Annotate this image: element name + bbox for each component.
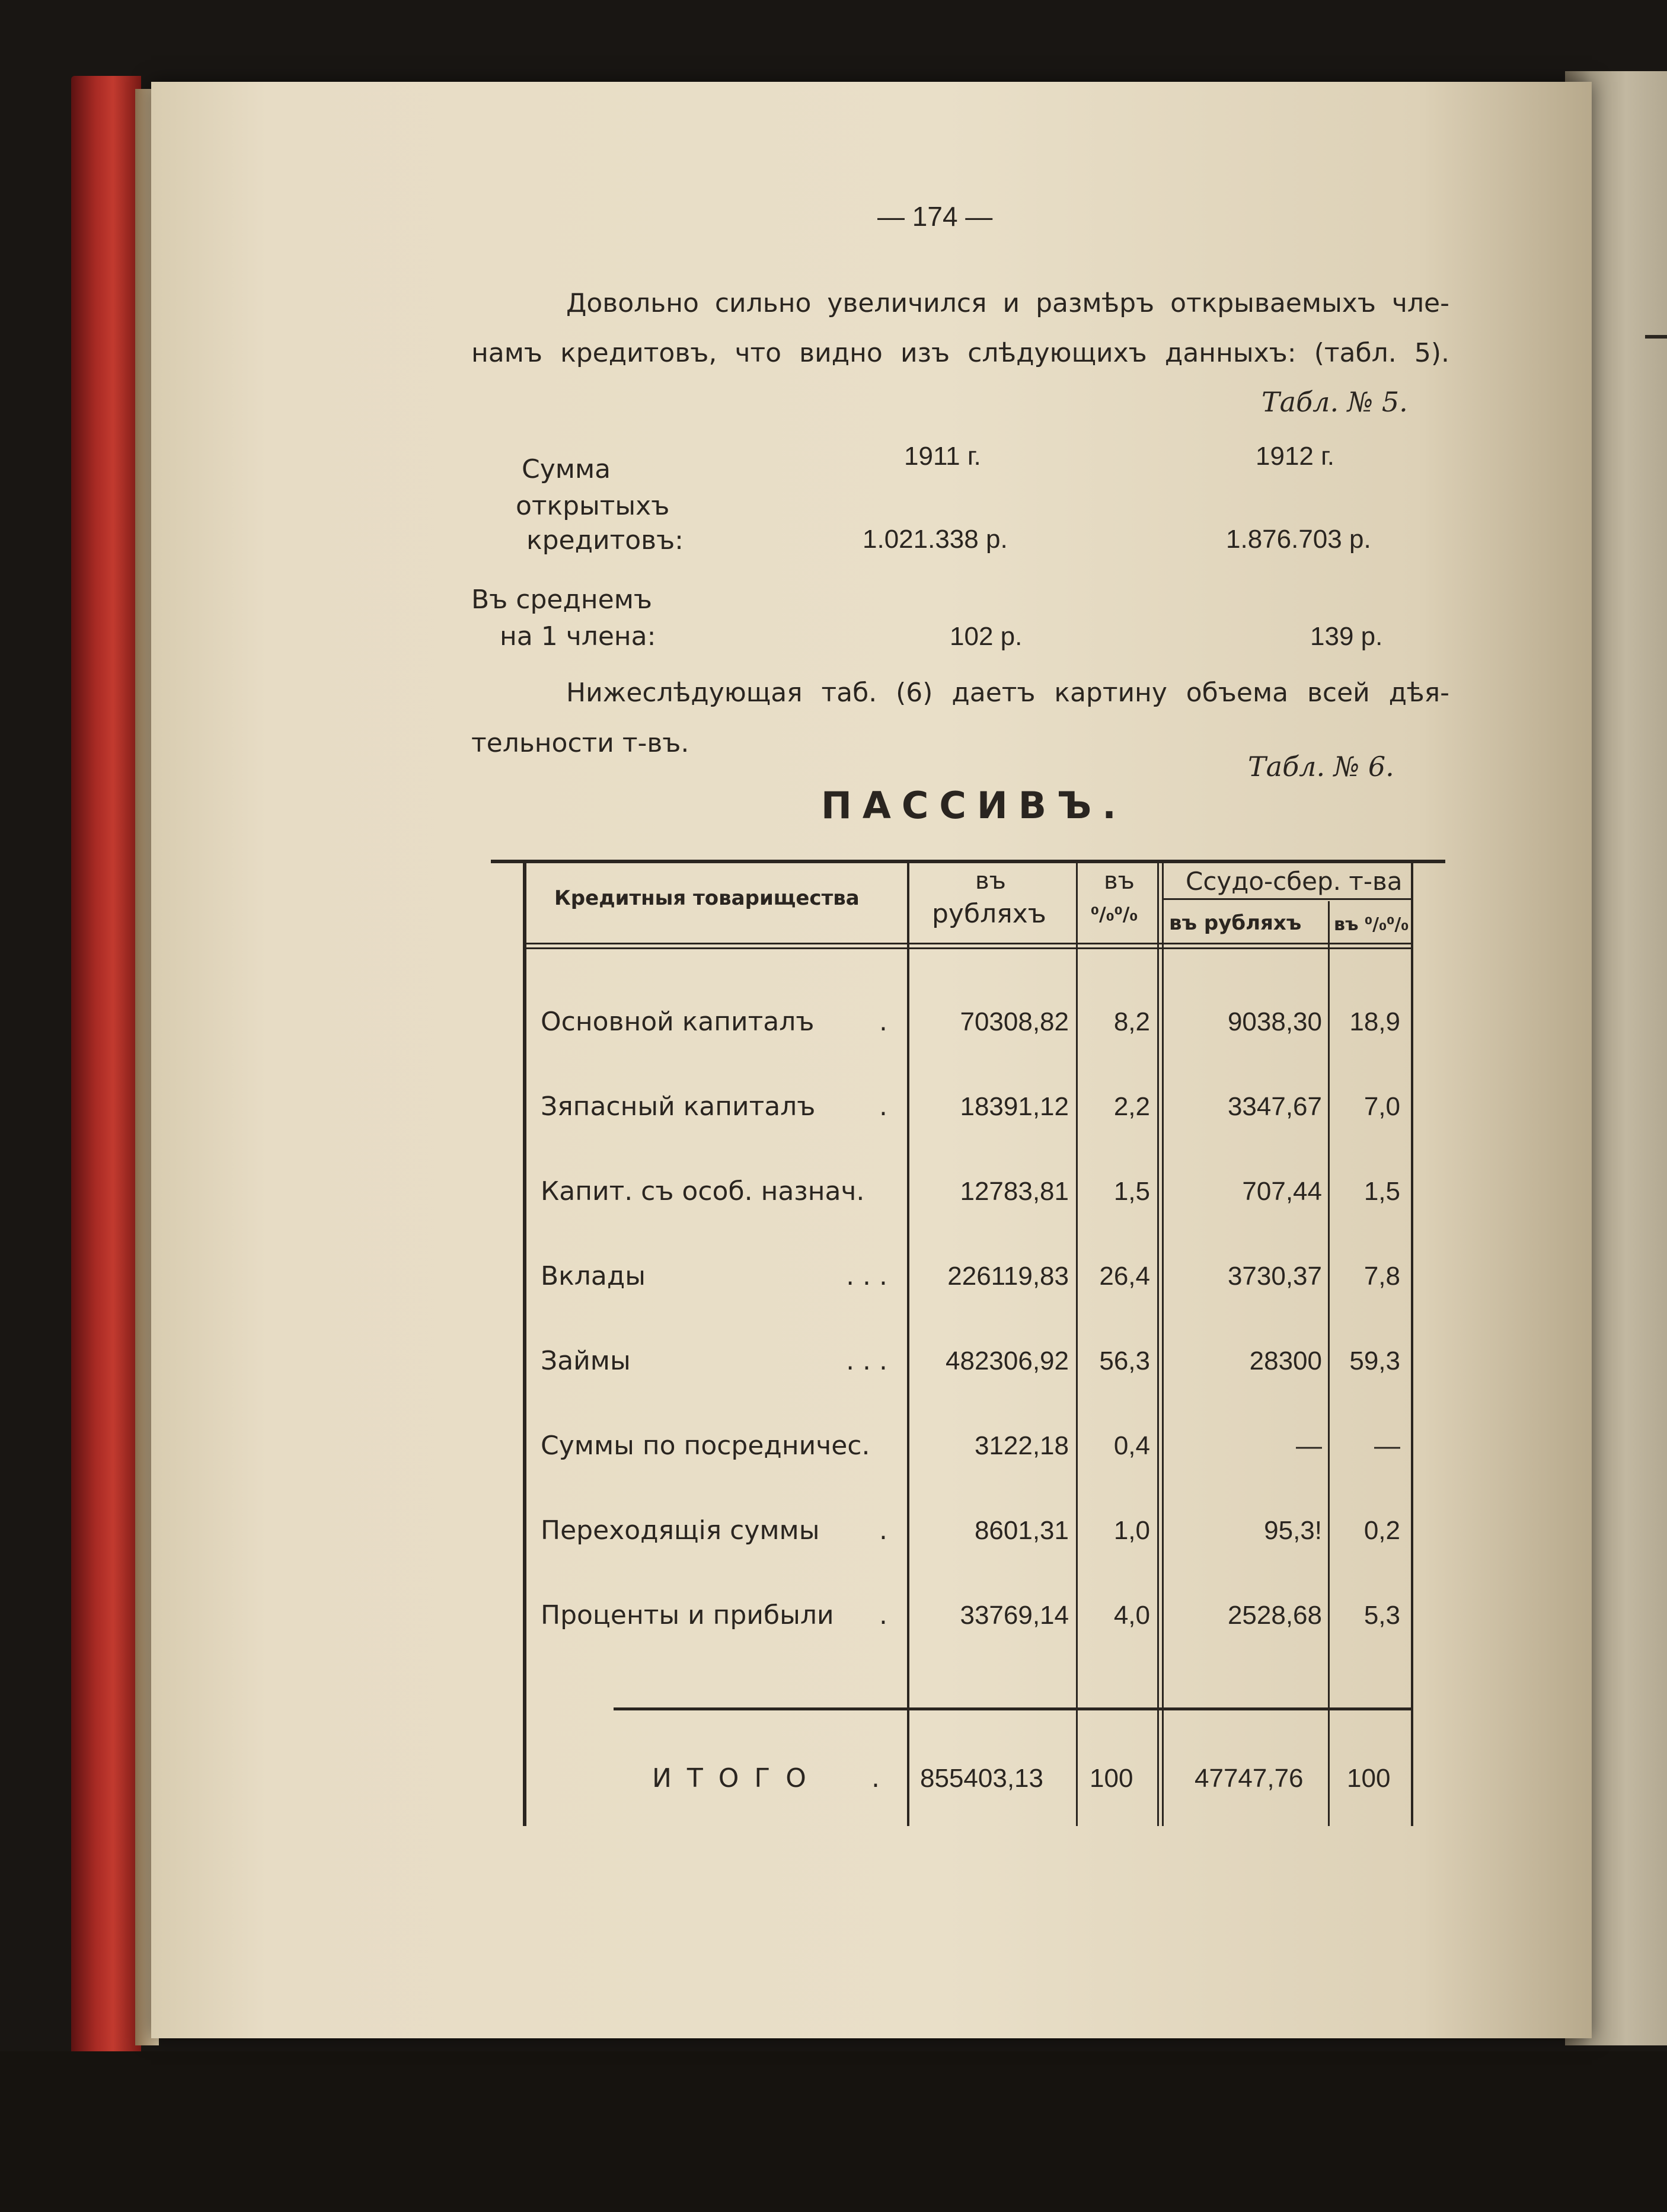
row-label: Зяпасный капиталъ [541,1091,816,1122]
table5-label: Табл. № 5. [1262,386,1408,418]
table5-row2-1912: 139 р. [1310,622,1383,651]
background-shadow [0,2051,1667,2212]
row-rub-2: — [1296,1431,1322,1460]
total-rub-2: 47747,76 [1195,1764,1304,1793]
row-dots: . [879,1515,887,1546]
header-rub-a: въ [975,867,1006,895]
row-pct-2: 0,2 [1363,1516,1400,1545]
mid-line-2: тельности т-въ. [471,728,689,758]
table-col-rule-2 [1076,861,1078,1826]
header-pct-b: ⁰/₀⁰/₀ [1091,903,1138,925]
intro-line-1: Довольно сильно увеличился и размѣръ открываемыхъ чле- [566,288,1449,318]
table5-row2-1911: 102 р. [950,622,1023,651]
row-rub-2: 28300 [1249,1346,1322,1375]
table5-row2-label-a: Въ среднемъ [471,585,652,615]
total-pct: 100 [1090,1764,1133,1793]
table-col-rule-3a [1157,861,1159,1826]
header-pct-a: въ [1104,867,1135,895]
row-rub: 33769,14 [960,1601,1069,1630]
row-label: Суммы по посредничес. [541,1431,870,1461]
row-rub: 482306,92 [946,1346,1069,1375]
table5-row1-1912: 1.876.703 р. [1226,525,1371,554]
row-pct-2: 1,5 [1363,1177,1400,1206]
row-pct: 26,4 [1099,1262,1150,1291]
header-rub-b: рубляхъ [932,899,1046,929]
header-pct-2: въ ⁰/₀⁰/₀ [1334,914,1409,935]
row-label: Вклады [541,1261,646,1291]
row-dots: . [879,1600,887,1630]
row-rub-2: 9038,30 [1227,1007,1322,1036]
total-rub: 855403,13 [920,1764,1043,1793]
row-label: Займы [541,1346,631,1376]
row-rub: 18391,12 [960,1092,1069,1121]
row-rub-2: 3347,67 [1227,1092,1322,1121]
row-rub-2: 95,3! [1264,1516,1322,1545]
table6-title: ПАССИВЪ. [821,784,1127,827]
total-label: ИТОГО [652,1763,822,1793]
facing-page-mark [1645,335,1667,339]
row-pct-2: — [1374,1431,1400,1460]
intro-line-2: намъ кредитовъ, что видно изъ слѣдующихъ данныхъ: (табл. 5). [471,338,1449,368]
book-spine [71,76,141,2068]
row-rub: 8601,31 [974,1516,1069,1545]
row-rub-2: 2528,68 [1227,1601,1322,1630]
row-dots: . [879,1007,887,1037]
table-right-rule [1411,861,1413,1826]
table-header-rule-a [526,943,1411,944]
header-loan-savings: Ссудо-сбер. т-ва [1186,867,1403,896]
table5-row1-label-c: кредитовъ: [526,525,684,556]
header-rub-2: въ рубляхъ [1169,911,1302,935]
header-credit-societies: Кредитныя товарищества [554,886,860,910]
row-pct: 1,5 [1113,1177,1150,1206]
row-pct: 2,2 [1113,1092,1150,1121]
row-pct-2: 5,3 [1363,1601,1400,1630]
row-dots: . . . [846,1346,887,1376]
table-header-rule-b [526,947,1411,949]
table5-row1-label-a: Сумма [522,454,611,484]
row-dots: . [879,1091,887,1122]
table-top-rule [491,860,1445,863]
row-pct: 4,0 [1113,1601,1150,1630]
table5-year-1912: 1912 г. [1256,442,1335,471]
table-col-rule-1 [907,861,909,1826]
row-rub-2: 707,44 [1242,1177,1322,1206]
page-number: — 174 — [877,201,993,232]
row-rub-2: 3730,37 [1227,1262,1322,1291]
row-pct: 1,0 [1113,1516,1150,1545]
table-left-rule [523,861,526,1826]
table-col-rule-3b [1162,861,1164,1826]
table-total-rule [614,1707,1411,1710]
table5-row1-label-b: открытыхъ [516,491,670,521]
row-pct-2: 59,3 [1349,1346,1400,1375]
row-pct-2: 7,0 [1363,1092,1400,1121]
row-label: Проценты и прибыли [541,1600,834,1630]
mid-line-1: Нижеслѣдующая таб. (6) даетъ картину объема всей дѣя- [566,678,1449,708]
row-pct: 56,3 [1099,1346,1150,1375]
row-pct: 0,4 [1113,1431,1150,1460]
row-rub: 70308,82 [960,1007,1069,1036]
row-dots: . . . [846,1261,887,1291]
row-label: Переходящія суммы [541,1515,820,1546]
row-pct-2: 18,9 [1349,1007,1400,1036]
table-col-rule-4 [1328,901,1330,1826]
row-pct-2: 7,8 [1363,1262,1400,1291]
table-group-rule [1162,898,1411,900]
table5-row2-label-b: на 1 члена: [500,621,656,652]
row-rub: 12783,81 [960,1177,1069,1206]
total-dots: . [871,1763,880,1793]
table5-year-1911: 1911 г. [904,442,981,471]
row-rub: 3122,18 [974,1431,1069,1460]
row-pct: 8,2 [1113,1007,1150,1036]
row-rub: 226119,83 [947,1262,1069,1291]
total-pct-2: 100 [1347,1764,1391,1793]
row-label: Капит. съ особ. назнач. [541,1176,865,1206]
table5-row1-1911: 1.021.338 р. [863,525,1008,554]
row-label: Основной капиталъ [541,1007,815,1037]
table6-label: Табл. № 6. [1248,751,1394,783]
